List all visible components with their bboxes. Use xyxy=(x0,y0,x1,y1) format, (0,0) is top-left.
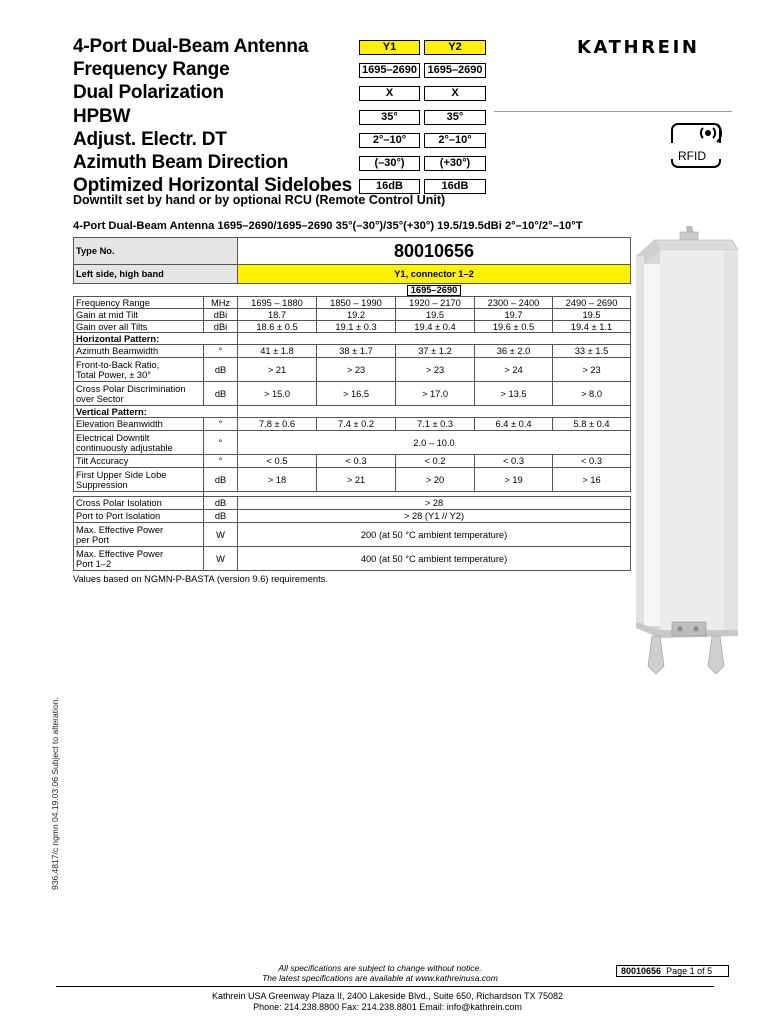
row-unit: dB xyxy=(204,358,238,382)
feature-label: Adjust. Electr. DT xyxy=(73,128,227,150)
cell: 6.4 ± 0.4 xyxy=(475,418,553,431)
feature-label: Azimuth Beam Direction xyxy=(73,151,289,173)
disclaimer-line: All specifications are subject to change without notice. xyxy=(278,963,482,973)
row-electrical-downtilt xyxy=(74,431,631,455)
contact-line: Phone: 214.238.8800 Fax: 214.238.8801 Email: info@kathrein.com xyxy=(253,1002,522,1012)
range-badge: 1695–2690 xyxy=(407,285,462,296)
rfid-label: RFID xyxy=(678,149,706,163)
header-divider xyxy=(494,111,732,112)
row-elevation-beamwidth xyxy=(74,418,631,431)
product-subtitle: 4-Port Dual-Beam Antenna 1695–2690/1695–2690 35°(–30°)/35°(+30°) 19.5/19.5dBi 2°–10°/2°–10°T xyxy=(73,220,583,232)
row-label: Port to Port Isolation xyxy=(74,510,204,523)
range-badge-row xyxy=(74,284,631,297)
cell: 19.4 ± 1.1 xyxy=(553,321,631,333)
spec-table xyxy=(73,237,631,571)
row-unit: dBi xyxy=(204,309,238,321)
basta-note: Values based on NGMN-P-BASTA (version 9.6) requirements. xyxy=(73,574,328,584)
cell: > 18 xyxy=(238,468,317,492)
type-number: 80010656 xyxy=(238,238,631,265)
cell: 37 ± 1.2 xyxy=(396,345,475,358)
feature-box-y2: (+30°) xyxy=(424,156,486,171)
row-label: Max. Effective Power per Port xyxy=(74,523,204,547)
row-max-power-port-1-2 xyxy=(74,547,631,571)
cell: 2.0 – 10.0 xyxy=(238,431,631,455)
feature-box-y1: 1695–2690 xyxy=(359,63,420,78)
cell: < 0.5 xyxy=(238,455,317,468)
row-tilt-accuracy xyxy=(74,455,631,468)
row-label: Front-to-Back Ratio, Total Power, ± 30° xyxy=(74,358,204,382)
row-label: Gain at mid Tilt xyxy=(74,309,204,321)
cell: 41 ± 1.8 xyxy=(238,345,317,358)
cell: 2490 – 2690 xyxy=(553,297,631,309)
cell: < 0.3 xyxy=(475,455,553,468)
cell: > 8.0 xyxy=(553,382,631,406)
row-unit: dB xyxy=(204,497,238,510)
feature-box-y2: Y2 xyxy=(424,40,486,55)
cell: > 13.5 xyxy=(475,382,553,406)
type-row xyxy=(74,238,631,265)
feature-label: Dual Polarization xyxy=(73,82,224,104)
footer-disclaimer xyxy=(230,963,530,983)
section-vertical-pattern xyxy=(74,406,631,418)
feature-box-y2: 35° xyxy=(424,110,486,125)
cell: 7.4 ± 0.2 xyxy=(317,418,396,431)
feature-box-y1: Y1 xyxy=(359,40,420,55)
row-cross-polar-isolation xyxy=(74,497,631,510)
cell: > 28 (Y1 // Y2) xyxy=(238,510,631,523)
cell: 7.1 ± 0.3 xyxy=(396,418,475,431)
cell: 19.4 ± 0.4 xyxy=(396,321,475,333)
cell: 1695 – 1880 xyxy=(238,297,317,309)
row-label: Electrical Downtilt continuously adjustable xyxy=(74,431,204,455)
band-value: Y1, connector 1–2 xyxy=(238,265,631,284)
row-unit: dB xyxy=(204,510,238,523)
row-frequency-range xyxy=(74,297,631,309)
cell: 1850 – 1990 xyxy=(317,297,396,309)
cell: 2300 – 2400 xyxy=(475,297,553,309)
cell: > 16 xyxy=(553,468,631,492)
cell: 19.7 xyxy=(475,309,553,321)
cell: > 23 xyxy=(317,358,396,382)
feature-label: Frequency Range xyxy=(73,59,230,81)
feature-box-y2: 1695–2690 xyxy=(424,63,486,78)
row-unit: dB xyxy=(204,382,238,406)
cell: > 28 xyxy=(238,497,631,510)
row-label: Max. Effective Power Port 1–2 xyxy=(74,547,204,571)
cell: 33 ± 1.5 xyxy=(553,345,631,358)
row-front-to-back xyxy=(74,358,631,382)
website-line: The latest specifications are available at www.kathreinusa.com xyxy=(262,973,498,983)
cell: 38 ± 1.7 xyxy=(317,345,396,358)
cell: 19.5 xyxy=(396,309,475,321)
cell: < 0.3 xyxy=(317,455,396,468)
row-gain-all-tilts xyxy=(74,321,631,333)
cell: > 21 xyxy=(317,468,396,492)
cell: 19.2 xyxy=(317,309,396,321)
document-reference: 936.4817/c ngmn 04.19.03.06 Subject to alteration. xyxy=(50,697,60,890)
footer-divider xyxy=(56,986,714,987)
cell: 400 (at 50 °C ambient temperature) xyxy=(238,547,631,571)
feature-box-y1: 35° xyxy=(359,110,420,125)
type-label: Type No. xyxy=(74,238,238,265)
row-label: Cross Polar Isolation xyxy=(74,497,204,510)
section-horizontal-pattern xyxy=(74,333,631,345)
cell: 5.8 ± 0.4 xyxy=(553,418,631,431)
cell: 19.6 ± 0.5 xyxy=(475,321,553,333)
cell: > 21 xyxy=(238,358,317,382)
page-type-number: 80010656 xyxy=(621,966,662,976)
row-label: First Upper Side Lobe Suppression xyxy=(74,468,204,492)
row-label: Cross Polar Discrimination over Sector xyxy=(74,382,204,406)
cell: > 15.0 xyxy=(238,382,317,406)
row-port-to-port-isolation xyxy=(74,510,631,523)
row-azimuth-beamwidth xyxy=(74,345,631,358)
feature-label: 4-Port Dual-Beam Antenna xyxy=(73,36,309,57)
row-unit: MHz xyxy=(204,297,238,309)
row-label: Azimuth Beamwidth xyxy=(74,345,204,358)
row-unit: W xyxy=(204,547,238,571)
row-unit: ° xyxy=(204,345,238,358)
row-unit: dB xyxy=(204,468,238,492)
page-count: Page 1 of 5 xyxy=(666,966,713,976)
feature-box-y1: (–30°) xyxy=(359,156,420,171)
section-title: Vertical Pattern: xyxy=(74,406,238,418)
cell: > 23 xyxy=(396,358,475,382)
feature-label: Optimized Horizontal Sidelobes xyxy=(73,175,353,197)
cell: 19.5 xyxy=(553,309,631,321)
cell: 7.8 ± 0.6 xyxy=(238,418,317,431)
kathrein-logo: KATHREIN xyxy=(577,37,700,58)
row-label: Tilt Accuracy xyxy=(74,455,204,468)
row-unit: W xyxy=(204,523,238,547)
row-gain-mid-tilt xyxy=(74,309,631,321)
feature-box-y1: X xyxy=(359,86,420,101)
page-indicator xyxy=(616,965,729,977)
cell: < 0.3 xyxy=(553,455,631,468)
downtilt-note: Downtilt set by hand or by optional RCU (Remote Control Unit) xyxy=(73,193,446,207)
cell: > 20 xyxy=(396,468,475,492)
cell: < 0.2 xyxy=(396,455,475,468)
feature-box-y2: 16dB xyxy=(424,179,486,194)
cell: 18.6 ± 0.5 xyxy=(238,321,317,333)
band-label: Left side, high band xyxy=(74,265,238,284)
feature-box-y2: X xyxy=(424,86,486,101)
row-unit: ° xyxy=(204,455,238,468)
cell: 19.1 ± 0.3 xyxy=(317,321,396,333)
row-label: Gain over all Tilts xyxy=(74,321,204,333)
cell: > 24 xyxy=(475,358,553,382)
row-cross-polar-discrimination xyxy=(74,382,631,406)
feature-box-y2: 2°–10° xyxy=(424,133,486,148)
cell: 1920 – 2170 xyxy=(396,297,475,309)
row-label: Elevation Beamwidth xyxy=(74,418,204,431)
row-unit: dBi xyxy=(204,321,238,333)
feature-box-y1: 2°–10° xyxy=(359,133,420,148)
cell: 18.7 xyxy=(238,309,317,321)
cell: 200 (at 50 °C ambient temperature) xyxy=(238,523,631,547)
row-unit: ° xyxy=(204,418,238,431)
row-first-upper-side-lobe xyxy=(74,468,631,492)
feature-box-y1: 16dB xyxy=(359,179,420,194)
row-label: Frequency Range xyxy=(74,297,204,309)
band-row xyxy=(74,265,631,284)
cell: > 16.5 xyxy=(317,382,396,406)
feature-label: HPBW xyxy=(73,105,131,127)
cell: > 19 xyxy=(475,468,553,492)
row-unit: ° xyxy=(204,431,238,455)
section-title: Horizontal Pattern: xyxy=(74,333,238,345)
company-address xyxy=(100,991,675,1013)
cell: 36 ± 2.0 xyxy=(475,345,553,358)
address-line: Kathrein USA Greenway Plaza II, 2400 Lakeside Blvd., Suite 650, Richardson TX 75082 xyxy=(211,991,564,1001)
cell: > 17.0 xyxy=(396,382,475,406)
row-max-power-per-port xyxy=(74,523,631,547)
cell: > 23 xyxy=(553,358,631,382)
antenna-image xyxy=(634,226,738,674)
